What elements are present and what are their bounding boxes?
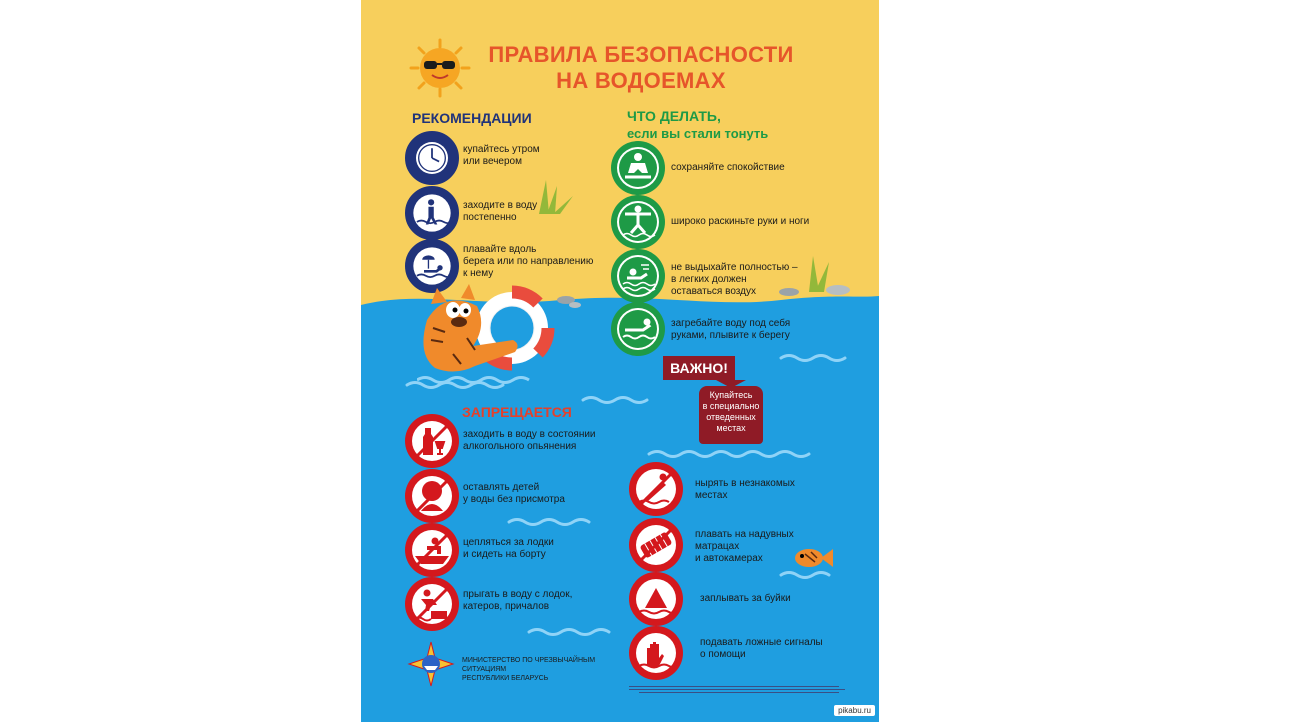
- dive-icon: [629, 462, 683, 516]
- drowning-text: загребайте воду под себя руками, плывите к берегу: [671, 318, 791, 341]
- recommendation-text: купайтесь утром или вечером: [463, 144, 540, 167]
- ministry-name: МИНИСТЕРСТВО ПО ЧРЕЗВЫЧАЙНЫМ СИТУАЦИЯМ РЕСПУБЛИКИ БЕЛАРУСЬ: [462, 657, 596, 682]
- child-icon: [405, 469, 459, 523]
- drowning-text: широко раскиньте руки и ноги: [671, 216, 810, 227]
- mattress-icon: [629, 518, 683, 572]
- important-note: Купайтесь в специально отведенных местах: [699, 386, 763, 444]
- drowning-subheading: если вы стали тонуть: [627, 126, 769, 141]
- hand-signal-icon: [629, 626, 683, 680]
- mchs-emblem-icon: [407, 640, 455, 688]
- jump-icon: [405, 577, 459, 631]
- forbidden-text: заплывать за буйки: [700, 593, 791, 604]
- recommendation-text: плавайте вдоль берега или по направлению к нему: [463, 244, 594, 279]
- clock-icon: [405, 131, 459, 185]
- swim-to-shore-icon: [611, 302, 665, 356]
- alcohol-icon: [405, 414, 459, 468]
- poster-title: ПРАВИЛА БЕЗОПАСНОСТИ НА ВОДОЕМАХ: [488, 42, 794, 93]
- forbidden-text: заходить в воду в состоянии алкогольного опьянения: [463, 429, 596, 452]
- drowning-heading: ЧТО ДЕЛАТЬ,: [627, 108, 721, 124]
- watermark[interactable]: pikabu.ru: [834, 705, 875, 716]
- forbidden-text: оставлять детей у воды без присмотра: [463, 482, 565, 505]
- breath-icon: [611, 249, 665, 303]
- safety-poster: [361, 0, 879, 722]
- forbidden-text: подавать ложные сигналы о помощи: [700, 637, 823, 660]
- fine-print: [629, 686, 849, 697]
- calm-person-icon: [611, 141, 665, 195]
- wading-person-icon: [405, 186, 459, 240]
- drowning-text: сохраняйте спокойствие: [671, 162, 785, 173]
- recommendation-text: заходите в воду постепенно: [463, 200, 538, 223]
- buoy-icon: [629, 572, 683, 626]
- fish-illustration: [791, 545, 837, 571]
- forbidden-heading: ЗАПРЕЩАЕТСЯ: [462, 404, 572, 420]
- forbidden-text: цепляться за лодки и сидеть на борту: [463, 537, 554, 560]
- boat-icon: [405, 523, 459, 577]
- important-label: ВАЖНО!: [663, 356, 735, 380]
- cat-lifebuoy-illustration: [417, 280, 557, 390]
- drowning-text: не выдыхайте полностью – в легких должен оставаться воздух: [671, 262, 798, 297]
- spread-limbs-icon: [611, 195, 665, 249]
- forbidden-text: прыгать в воду с лодок, катеров, причалов: [463, 589, 573, 612]
- forbidden-text: нырять в незнакомых местах: [695, 478, 795, 501]
- forbidden-text: плавать на надувных матрацах и автокамерах: [695, 529, 794, 564]
- recommendations-heading: РЕКОМЕНДАЦИИ: [412, 110, 532, 126]
